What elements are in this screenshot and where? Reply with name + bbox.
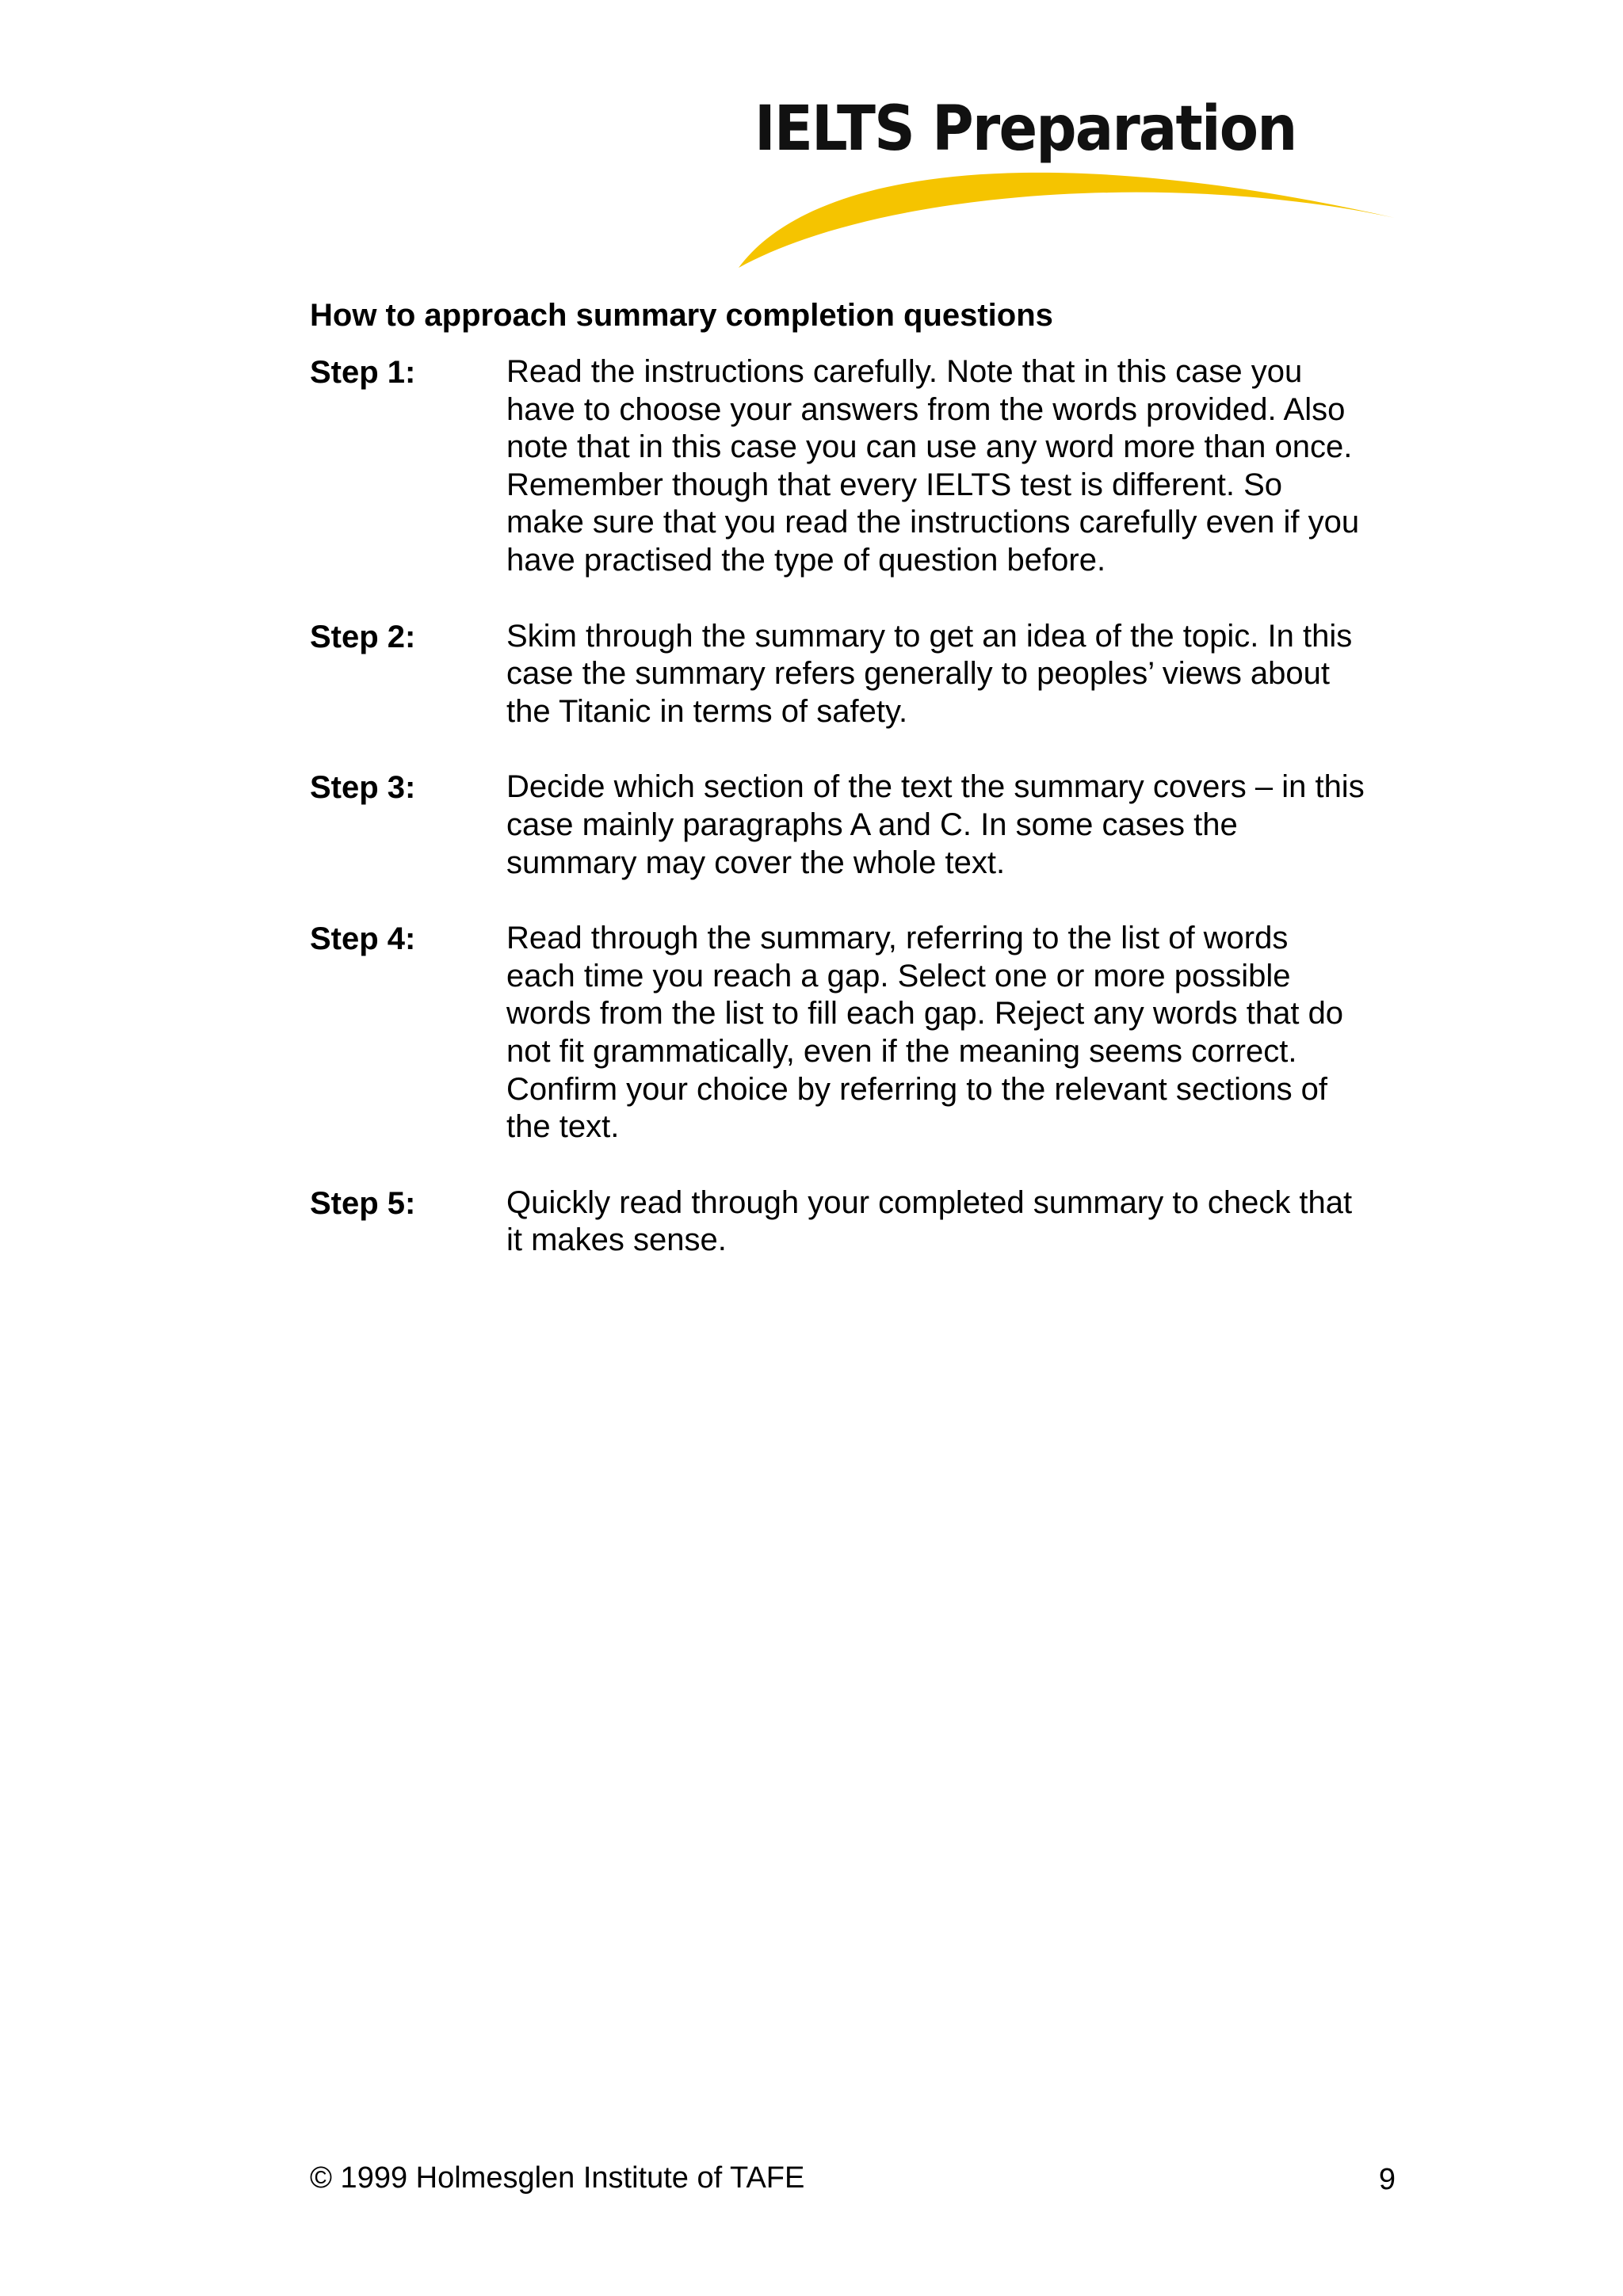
page-number: 9 bbox=[1378, 2163, 1396, 2196]
step-item-1 bbox=[310, 353, 1396, 580]
step-label: Step 2: bbox=[310, 619, 416, 654]
page-heading: How to approach summary completion questions bbox=[310, 298, 1053, 333]
ielts-preparation-logo bbox=[729, 87, 1403, 277]
step-label: Step 3: bbox=[310, 770, 416, 806]
logo-title: IELTS Preparation bbox=[754, 93, 1296, 165]
step-label: Step 5: bbox=[310, 1185, 416, 1221]
step-item-2 bbox=[310, 618, 1396, 731]
step-text: Read through the summary, referring to the list of words each time you reach a gap. Select one or more possible words from the list to fill each gap. Reject any words that do not fit grammatically, even if the meaning seems correct. Confirm your choice by referring to the relevant sections of the text. bbox=[506, 921, 1344, 1145]
step-text: Read the instructions carefully. Note that in this case you have to choose your answers from the words provided. Also note that in this case you can use any word more than once. Remember though that every IELTS test is different. So make sure that you read the instructions carefully even if you have practised the type of question before. bbox=[506, 354, 1360, 578]
step-label: Step 4: bbox=[310, 921, 416, 957]
step-text: Quickly read through your completed summary to check that it makes sense. bbox=[506, 1184, 1353, 1258]
copyright-notice: © 1999 Holmesglen Institute of TAFE bbox=[310, 2161, 805, 2195]
step-text: Skim through the summary to get an idea of the topic. In this case the summary refers generally to peoples’ views about the Titanic in terms of safety. bbox=[506, 618, 1353, 729]
step-item-5 bbox=[310, 1184, 1396, 1260]
step-item-3 bbox=[310, 769, 1396, 882]
step-item-4 bbox=[310, 920, 1396, 1146]
step-label: Step 1: bbox=[310, 355, 416, 390]
step-text: Decide which section of the text the summary covers – in this case mainly paragraphs A and C. In some cases the summary may cover the whole text. bbox=[506, 769, 1365, 880]
steps-list bbox=[310, 353, 1396, 1298]
